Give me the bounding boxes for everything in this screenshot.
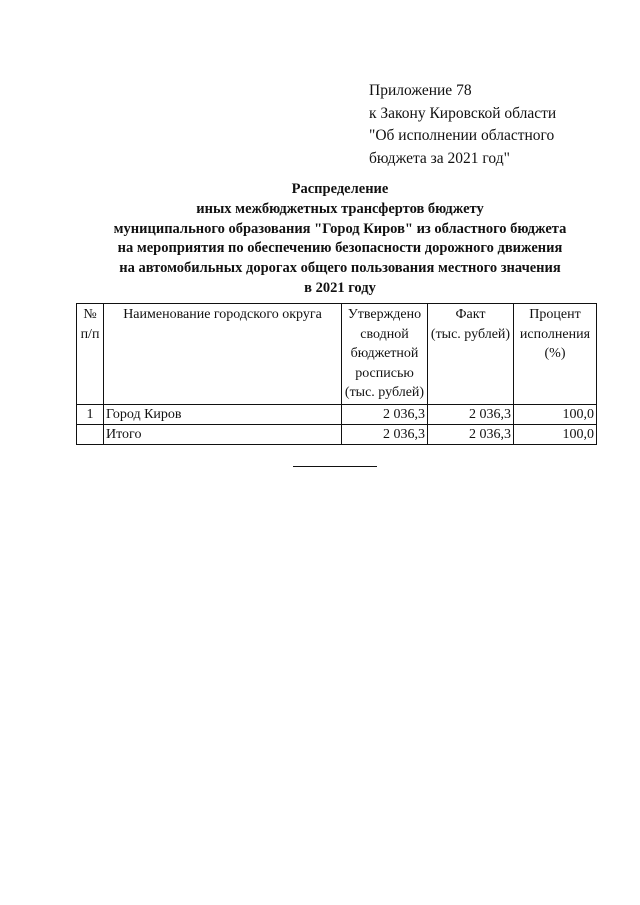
cell-name: Город Киров bbox=[104, 404, 342, 424]
table-row bbox=[77, 404, 597, 424]
header-percent: Процент исполнения (%) bbox=[514, 304, 597, 405]
appendix-line: бюджета за 2021 год" bbox=[369, 149, 510, 167]
cell-num: 1 bbox=[77, 404, 104, 424]
appendix-line: к Закону Кировской области bbox=[369, 104, 557, 122]
appendix-line: Приложение 78 bbox=[369, 82, 472, 99]
table-header-row bbox=[77, 304, 597, 405]
table-total-row bbox=[77, 424, 597, 444]
title-line: на автомобильных дорогах общего пользования местного значения bbox=[119, 260, 561, 277]
title-line: в 2021 году bbox=[304, 279, 376, 296]
cell-percent: 100,0 bbox=[514, 404, 597, 424]
title-line: Распределение bbox=[291, 181, 389, 197]
cell-approved: 2 036,3 bbox=[342, 424, 428, 444]
appendix-block bbox=[369, 80, 556, 170]
appendix-line: "Об исполнении областного bbox=[369, 127, 555, 144]
header-num: № п/п bbox=[77, 304, 104, 405]
cell-actual: 2 036,3 bbox=[428, 424, 514, 444]
cell-actual: 2 036,3 bbox=[428, 404, 514, 424]
header-name: Наименование городского округа bbox=[104, 304, 342, 405]
title-line: на мероприятия по обеспечению безопасности дорожного движения bbox=[117, 240, 563, 257]
closing-divider bbox=[293, 466, 377, 467]
cell-num bbox=[77, 424, 104, 444]
header-approved: Утверждено сводной бюджетной росписью (тыс. рублей) bbox=[342, 304, 428, 405]
header-actual: Факт (тыс. рублей) bbox=[428, 304, 514, 405]
document-title bbox=[40, 180, 640, 299]
cell-percent: 100,0 bbox=[514, 424, 597, 444]
title-line: муниципального образования "Город Киров" из областного бюджета bbox=[113, 220, 567, 237]
cell-approved: 2 036,3 bbox=[342, 404, 428, 424]
distribution-table bbox=[76, 303, 597, 445]
cell-name: Итого bbox=[104, 424, 342, 444]
title-line: иных межбюджетных трансфертов бюджету bbox=[196, 200, 484, 217]
